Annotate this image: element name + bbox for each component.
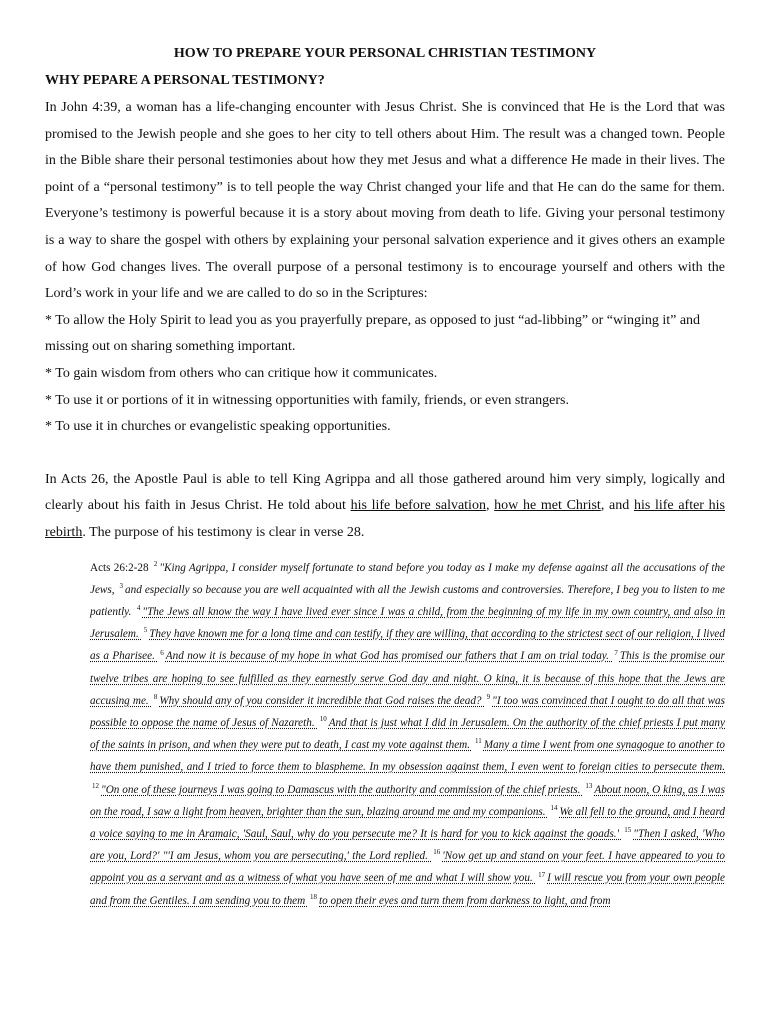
underlined-phrase-after-rebirth: his life after his rebirth (45, 498, 726, 540)
verse-text: "On one of these journeys I was going to Damascus with the authority and commission of the chief priests. (101, 783, 584, 796)
verse-number: 15 (624, 826, 632, 835)
verse-text: 'Now get up and stand on your feet. I have appeared to you to appoint you as a servant and as a witness of what you have seen of me and what I will show you. (90, 850, 726, 885)
verse-text: And now it is because of my hope in what God has promised our fathers that I am on trial today. (165, 650, 613, 663)
bullet-item: * To allow the Holy Spirit to lead you as you prayerfully prepare, as opposed to just “ad-libbing” or “winging it” and missing out on sharing something important. (45, 312, 701, 355)
verse-text: And that is just what I did in Jerusalem. On the authority of the chief priests I put many of the saints in prison, and when they were put to death, I cast my vote against them. (90, 716, 725, 752)
bullet-item: * To gain wisdom from others who can critique how it communicates. (45, 365, 438, 381)
verse-text: About noon, O king, as I was on the road, I saw a light from heaven, brighter than the sun, blazing around me and my companions. (90, 783, 725, 818)
document-title: HOW TO PREPARE YOUR PERSONAL CHRISTIAN TESTIMONY (173, 46, 597, 61)
verse-text: "Then I asked, 'Who are you, Lord?' "'I am Jesus, whom you are persecuting,' the Lord replied. (90, 827, 725, 863)
verse-number: 11 (474, 737, 482, 746)
acts-paragraph (45, 467, 725, 547)
intro-paragraph: In John 4:39, a woman has a life-changing encounter with Jesus Christ. She is convinced that He is the Lord that was promised to the Jewish people and she goes to her city to tell others about Him. The result was a changed town. People in the Bible share their personal testimonies about how they met Jesus and what a difference He made in their lives. The point of a “personal testimony” is to tell people the way Christ changed your life and that He can do the same for them. Everyone’s testimony is powerful because it is a story about moving from death to life. Giving your personal testimony is a way to share the gospel with others by explaining your personal salvation experience and it gives others an example of how God changes lives. The overall purpose of a personal testimony is to encourage yourself and others with the Lord’s work in your life and we are called to do so in the Scriptures: (45, 100, 725, 302)
verse-number: 3 (119, 581, 124, 590)
verse-text: and especially so because you are well acquainted with all the Jewish customs and controversies. Therefore, I beg you to listen to me patiently. (90, 583, 725, 618)
acts-text-before: In Acts 26, the Apostle Paul is able to tell King Agrippa and all those gathered around him very simply, logically and clearly about his faith in Jesus Christ. He told about (45, 471, 725, 514)
verse-text: "The Jews all know the way I have lived ever since I was a child, from the beginning of my life in my own country, and also in Jerusalem. (90, 605, 726, 641)
verse-text: Many a time I went from one synagogue to another to have them punished, and I tried to force them to blaspheme. In my obsession against them, I even went to foreign cities to persecute them. (90, 739, 725, 774)
acts-separator: , (485, 498, 495, 514)
verse-text: "King Agrippa, I consider myself fortunate to stand before you today as I make my defense against all the accusations of the Jews, (90, 561, 725, 596)
verse-text: "I too was convinced that I ought to do all that was possible to oppose the name of Jesus of Nazareth. (90, 694, 725, 729)
verse-number: 8 (153, 692, 158, 701)
verse-number: 18 (310, 892, 318, 901)
verse-number: 9 (486, 692, 491, 701)
verse-number: 7 (614, 648, 618, 657)
acts-separator: , and (600, 498, 634, 514)
verse-number: 14 (550, 804, 558, 812)
bullet-item: * To use it or portions of it in witnessing opportunities with family, friends, or even strangers. (45, 392, 569, 408)
verse-text: to open their eyes and turn them from darkness to light, and from (319, 894, 611, 907)
acts-text-after: . The purpose of his testimony is clear in verse 28. (82, 524, 365, 540)
verse-text: This is the promise our twelve tribes are hoping to see fulfilled as they earnestly serve God day and night. O king, it is because of this hope that the Jews are accusing me. (90, 650, 725, 707)
verse-number: 4 (136, 604, 141, 613)
verse-number: 2 (153, 559, 158, 568)
verse-number: 6 (160, 648, 164, 657)
verse-number: 16 (433, 848, 441, 857)
section-heading: WHY PEPARE A PERSONAL TESTIMONY? (45, 73, 325, 88)
verse-text: They have known me for a long time and can testify, if they are willing, that according to the strictest sect of our religion, I lived as a Pharisee. (90, 628, 725, 663)
verse-text: We all fell to the ground, and I heard a voice saying to me in Aramaic, 'Saul, Saul, why do you persecute me? It is hard for you to kick against the goads.' (90, 805, 725, 840)
underlined-phrase-before-salvation: his life before salvation (350, 498, 486, 514)
verse-number: 5 (143, 626, 148, 635)
verse-number: 17 (538, 870, 546, 879)
scripture-reference: Acts 26:2-28 (90, 561, 149, 574)
document-page (45, 44, 725, 912)
underlined-phrase-met-christ: how he met Christ (494, 498, 601, 514)
verse-number: 12 (92, 781, 99, 790)
verse-number: 10 (319, 715, 327, 724)
paragraph-spacer (45, 441, 725, 467)
verse-text: Why should any of you consider it incredible that God raises the dead? (159, 694, 485, 707)
scripture-quote (90, 557, 725, 912)
verse-number: 13 (585, 781, 593, 790)
verse-text: I will rescue you from your own people and from the Gentiles. I am sending you to them (90, 872, 725, 907)
bullet-item: * To use it in churches or evangelistic speaking opportunities. (45, 419, 391, 435)
